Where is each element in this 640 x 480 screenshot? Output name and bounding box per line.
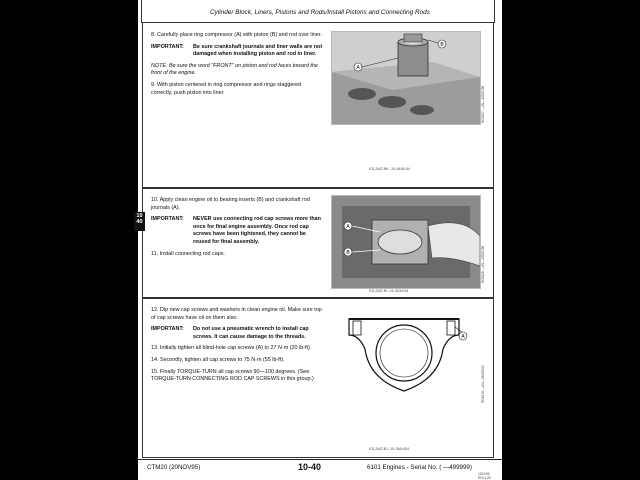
footer-date-code: 101195 [478,472,490,476]
section-tab-line1: 10 [136,213,143,219]
important-note-3 [151,326,323,341]
section-piston-placement [142,22,494,188]
callout-b: B [440,42,444,48]
section-tab [134,212,145,231]
note-front: NOTE: Be sure the word "FRONT" on piston and rod faces toward the front of the engine. [151,62,318,77]
step-10: 10. Apply clean engine oil to bearing inserts (B) and crankshaft rod journals (A). [151,197,310,211]
important-text: Do not use a pneumatic wrench to install cap screws. It can cause damage to the threads. [193,326,309,340]
important-note-1 [151,44,323,59]
important-label: IMPORTANT: [151,216,184,223]
figure-side-code: RG6117 —UN—12DEC88 [481,85,485,123]
important-label: IMPORTANT: [151,326,184,333]
callout-a: A [346,224,350,230]
callout-b: B [346,250,350,256]
manual-page [138,0,502,480]
callout-a: A [461,334,465,340]
step-9: 9. With piston centered in ring compressor and rings staggered correctly, push piston into liner. [151,81,302,96]
important-note-2 [151,216,323,246]
rod-cap-drawing [339,309,469,409]
step-8: 8. Carefully place ring compressor (A) with piston (B) and rod over liner. [151,32,322,38]
figure-side-code: RG6476 —UN—23NOV92 [481,365,485,403]
section-tab-line2: 40 [136,219,143,225]
footer-page-number: 10-40 [298,462,322,472]
rod-cap-line-drawing [339,309,469,409]
footer-manual-code: CTM20 (20NOV95) [147,464,201,471]
piston-install-illustration [331,31,481,125]
step-12: 12. Dip new cap screws and washers in clean engine oil. Make sure top of cap screws have oil on them also. [151,307,322,321]
figure-code: S11,2402,BJ –19–06JUL94 [369,447,410,451]
page-header-title: Cylinder Block, Liners, Pistons and Rods/Install Pistons and Connecting Rods [210,9,430,16]
important-text: NEVER use connecting rod cap screws more than once for final engine assembly. Once rod cap screws have been tightened, they cannot be reused for final assembly. [193,216,321,245]
section3-text [151,307,323,388]
figure-code: S11,2402,BH –19–06JUL94 [369,167,410,171]
section-rod-caps [142,188,494,298]
important-label: IMPORTANT: [151,43,184,50]
callout-a: A [356,65,360,71]
step-13: 13. Initially tighten all blind-hole cap screws (A) to 27 N·m (20 lb-ft). [151,345,312,352]
step-15: 15. Finally TORQUE-TURN all cap screws 90—100 degrees. (See TORQUE-TURN CONNECTING ROD CAP SCREWS in this group.) [151,368,314,383]
footer-pn-code: PN=125 [478,476,491,480]
footer-rule [138,459,502,460]
section-cap-screws [142,298,494,458]
step-11: 11. Install connecting rod caps. [151,250,225,257]
step-14: 14. Secondly, tighten all cap screws to 75 N·m (55 lb-ft). [151,356,285,363]
bearing-insert-illustration [331,195,481,289]
figure-side-code: RG6118 —UN—13DEC88 [481,245,485,283]
bearing-insert-drawing [332,196,480,288]
important-text: Be sure crankshaft journals and liner walls are not damaged when installing piston and rod in liner. [193,43,323,58]
section1-text [151,32,323,101]
footer-engine-serial: 6101 Engines - Serial No. ( —499999) [367,464,472,471]
piston-install-drawing [332,32,480,124]
figure-code: S11,2402,BI –19–06JUL94 [369,289,409,293]
section2-text [151,197,323,262]
